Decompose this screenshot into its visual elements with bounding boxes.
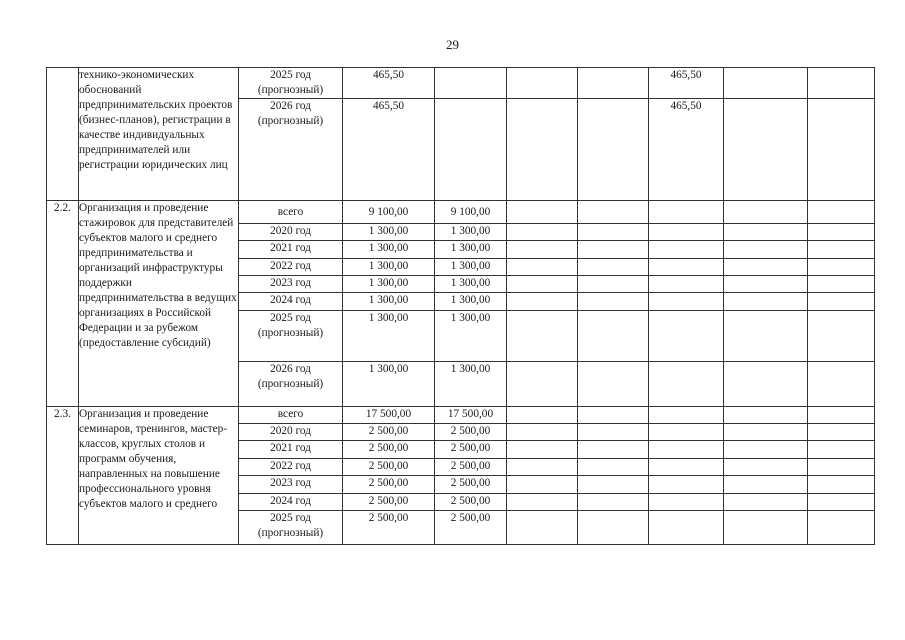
amount-col4: 2 500,00 <box>435 424 507 441</box>
amount-col7 <box>649 441 724 459</box>
year-cell: 2020 год <box>239 224 343 241</box>
amount-col8 <box>724 459 808 476</box>
amount-total: 1 300,00 <box>343 259 435 276</box>
amount-col6 <box>578 276 649 293</box>
amount-col7 <box>649 293 724 311</box>
amount-col7 <box>649 424 724 441</box>
amount-col5 <box>507 511 578 545</box>
amount-col4: 9 100,00 <box>435 201 507 224</box>
amount-col5 <box>507 494 578 511</box>
amount-col7 <box>649 362 724 407</box>
amount-col9 <box>808 362 875 407</box>
amount-col9 <box>808 293 875 311</box>
amount-col8 <box>724 441 808 459</box>
amount-col4: 1 300,00 <box>435 276 507 293</box>
year-cell: 2023 год <box>239 476 343 494</box>
amount-col4: 2 500,00 <box>435 494 507 511</box>
year-cell: 2026 год (прогнозный) <box>239 99 343 201</box>
amount-col6 <box>578 511 649 545</box>
amount-col8 <box>724 494 808 511</box>
amount-col9 <box>808 259 875 276</box>
amount-col6 <box>578 311 649 362</box>
item-description: Организация и проведение стажировок для представителей субъектов малого и среднего предпринимательства и организаций инфраструктуры поддержки предпринимательства в ведущих организациях в Российской Федерации и за рубежом (предоставление субсидий) <box>79 201 239 407</box>
amount-col9 <box>808 459 875 476</box>
amount-col6 <box>578 224 649 241</box>
amount-col9 <box>808 511 875 545</box>
amount-col5 <box>507 407 578 424</box>
amount-col6 <box>578 293 649 311</box>
amount-total: 1 300,00 <box>343 241 435 259</box>
amount-col6 <box>578 99 649 201</box>
year-cell: 2022 год <box>239 259 343 276</box>
amount-col8 <box>724 259 808 276</box>
amount-col8 <box>724 224 808 241</box>
amount-col5 <box>507 259 578 276</box>
amount-col8 <box>724 311 808 362</box>
amount-col5 <box>507 362 578 407</box>
amount-col7 <box>649 511 724 545</box>
amount-col7 <box>649 494 724 511</box>
amount-total: 1 300,00 <box>343 224 435 241</box>
year-cell: 2021 год <box>239 241 343 259</box>
amount-total: 1 300,00 <box>343 362 435 407</box>
year-cell: 2023 год <box>239 276 343 293</box>
amount-col6 <box>578 441 649 459</box>
table-row <box>47 68 875 99</box>
amount-col5 <box>507 241 578 259</box>
year-cell: 2020 год <box>239 424 343 441</box>
item-description: технико-экономических обоснований предпринимательских проектов (бизнес-планов), регистрации в качестве индивидуальных предпринимателей или регистрации юридических лиц <box>79 68 239 201</box>
amount-col7 <box>649 259 724 276</box>
amount-col4 <box>435 99 507 201</box>
amount-col4: 1 300,00 <box>435 362 507 407</box>
amount-col6 <box>578 476 649 494</box>
amount-col4: 2 500,00 <box>435 441 507 459</box>
amount-col8 <box>724 293 808 311</box>
amount-col9 <box>808 494 875 511</box>
amount-col9 <box>808 201 875 224</box>
amount-total: 2 500,00 <box>343 511 435 545</box>
item-description: Организация и проведение семинаров, тренингов, мастер-классов, круглых столов и программ обучения, направленных на повышение профессионального уровня субъектов малого и среднего <box>79 407 239 545</box>
amount-col7 <box>649 407 724 424</box>
amount-col4: 1 300,00 <box>435 241 507 259</box>
amount-col7 <box>649 241 724 259</box>
amount-col8 <box>724 476 808 494</box>
amount-col7 <box>649 201 724 224</box>
amount-col4: 17 500,00 <box>435 407 507 424</box>
amount-col6 <box>578 259 649 276</box>
amount-col9 <box>808 441 875 459</box>
amount-total: 1 300,00 <box>343 293 435 311</box>
amount-col5 <box>507 68 578 99</box>
amount-col6 <box>578 201 649 224</box>
amount-col5 <box>507 441 578 459</box>
year-cell: 2024 год <box>239 494 343 511</box>
amount-col9 <box>808 276 875 293</box>
amount-col8 <box>724 511 808 545</box>
amount-col9 <box>808 68 875 99</box>
amount-col4: 1 300,00 <box>435 224 507 241</box>
year-cell: всего <box>239 201 343 224</box>
amount-col5 <box>507 459 578 476</box>
amount-col5 <box>507 424 578 441</box>
item-number: 2.2. <box>47 201 79 407</box>
year-cell: 2024 год <box>239 293 343 311</box>
amount-col9 <box>808 224 875 241</box>
amount-col6 <box>578 407 649 424</box>
amount-col4: 1 300,00 <box>435 259 507 276</box>
amount-col6 <box>578 494 649 511</box>
year-cell: всего <box>239 407 343 424</box>
page-number: 29 <box>446 37 459 52</box>
amount-col8 <box>724 424 808 441</box>
amount-col8 <box>724 407 808 424</box>
amount-col9 <box>808 241 875 259</box>
amount-total: 2 500,00 <box>343 494 435 511</box>
amount-col6 <box>578 241 649 259</box>
amount-col5 <box>507 476 578 494</box>
amount-col5 <box>507 99 578 201</box>
amount-col7 <box>649 476 724 494</box>
amount-col4: 1 300,00 <box>435 293 507 311</box>
amount-col4 <box>435 68 507 99</box>
amount-total: 1 300,00 <box>343 311 435 362</box>
amount-col4: 2 500,00 <box>435 459 507 476</box>
year-cell: 2021 год <box>239 441 343 459</box>
amount-total: 1 300,00 <box>343 276 435 293</box>
amount-col4: 2 500,00 <box>435 511 507 545</box>
year-cell: 2025 год (прогнозный) <box>239 311 343 362</box>
amount-col7: 465,50 <box>649 99 724 201</box>
amount-col5 <box>507 224 578 241</box>
year-cell: 2022 год <box>239 459 343 476</box>
amount-col9 <box>808 311 875 362</box>
amount-col7 <box>649 224 724 241</box>
item-number: 2.3. <box>47 407 79 545</box>
amount-col6 <box>578 459 649 476</box>
year-cell: 2025 год (прогнозный) <box>239 511 343 545</box>
amount-col9 <box>808 407 875 424</box>
amount-col5 <box>507 311 578 362</box>
amount-col7 <box>649 459 724 476</box>
amount-col8 <box>724 201 808 224</box>
amount-col8 <box>724 241 808 259</box>
amount-col5 <box>507 201 578 224</box>
amount-total: 2 500,00 <box>343 441 435 459</box>
amount-col9 <box>808 424 875 441</box>
amount-col7: 465,50 <box>649 68 724 99</box>
amount-col5 <box>507 293 578 311</box>
amount-col9 <box>808 99 875 201</box>
amount-col7 <box>649 276 724 293</box>
amount-col6 <box>578 424 649 441</box>
amount-total: 2 500,00 <box>343 459 435 476</box>
amount-total: 17 500,00 <box>343 407 435 424</box>
amount-col4: 1 300,00 <box>435 311 507 362</box>
amount-col7 <box>649 311 724 362</box>
amount-col8 <box>724 362 808 407</box>
amount-total: 465,50 <box>343 68 435 99</box>
amount-col8 <box>724 68 808 99</box>
amount-total: 465,50 <box>343 99 435 201</box>
amount-col8 <box>724 99 808 201</box>
table-row <box>47 201 875 224</box>
budget-table <box>46 67 875 545</box>
table-row <box>47 407 875 424</box>
amount-total: 2 500,00 <box>343 476 435 494</box>
amount-col9 <box>808 476 875 494</box>
amount-col4: 2 500,00 <box>435 476 507 494</box>
amount-col6 <box>578 68 649 99</box>
amount-col5 <box>507 276 578 293</box>
amount-col8 <box>724 276 808 293</box>
amount-total: 2 500,00 <box>343 424 435 441</box>
amount-total: 9 100,00 <box>343 201 435 224</box>
amount-col6 <box>578 362 649 407</box>
year-cell: 2025 год (прогнозный) <box>239 68 343 99</box>
item-number <box>47 68 79 201</box>
year-cell: 2026 год (прогнозный) <box>239 362 343 407</box>
